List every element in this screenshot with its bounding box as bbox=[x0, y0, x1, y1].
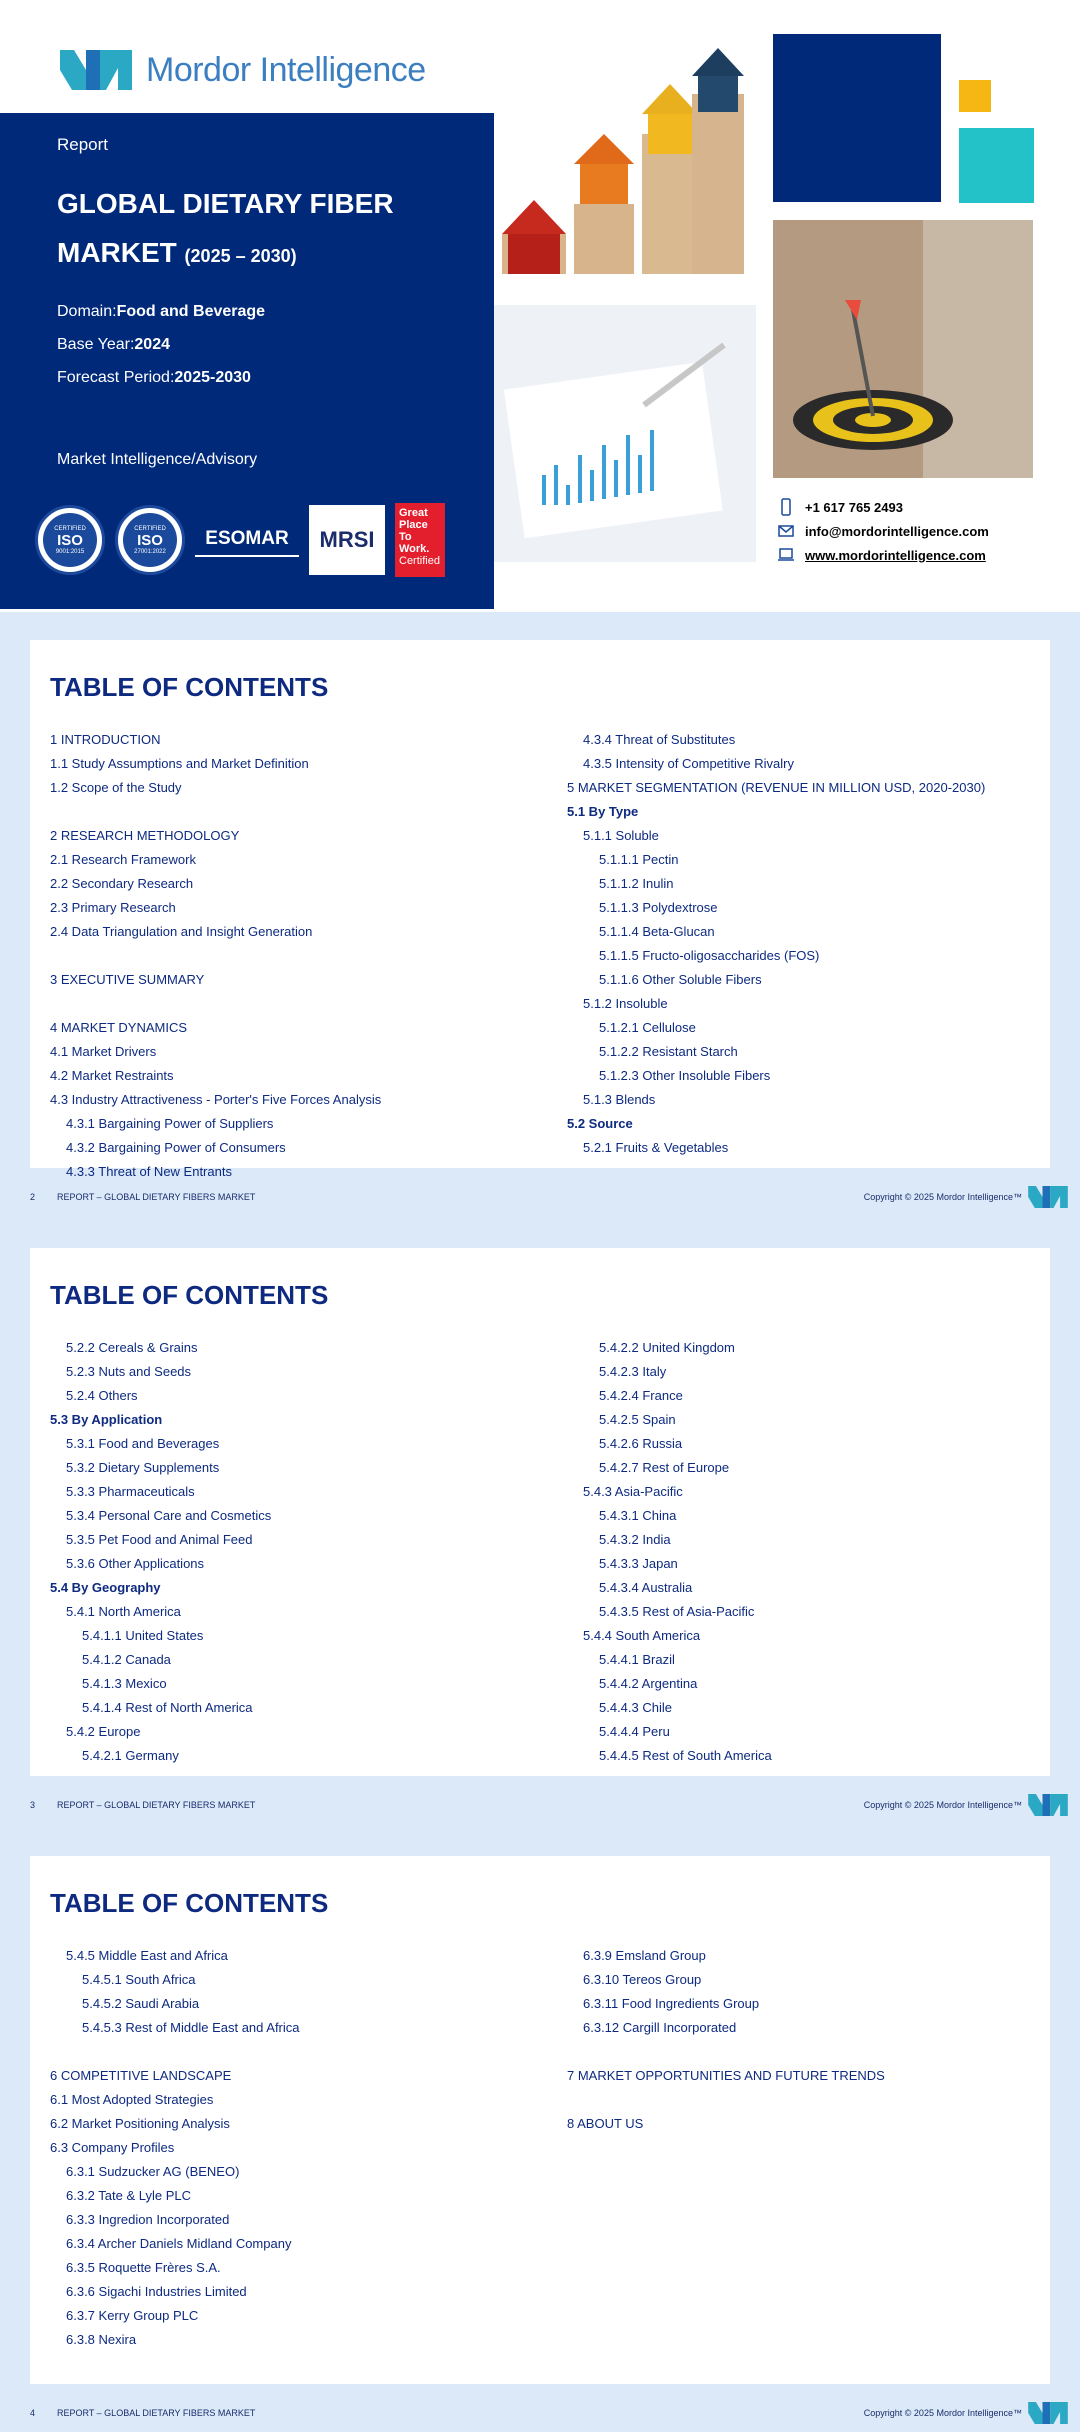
toc-entry[interactable]: 5.4.2.3 Italy bbox=[599, 1364, 667, 1379]
phone-icon bbox=[777, 498, 795, 516]
gptw-line: Great bbox=[399, 507, 428, 519]
toc-column-right bbox=[567, 728, 985, 1160]
toc-page bbox=[30, 1856, 1050, 2384]
forecast-value: 2025-2030 bbox=[174, 369, 251, 386]
toc-entry[interactable]: 5.4.5.3 Rest of Middle East and Africa bbox=[82, 2020, 300, 2035]
toc-entry[interactable]: 5.4.3.1 China bbox=[599, 1508, 677, 1523]
toc-entry[interactable]: 6.3.1 Sudzucker AG (BENEO) bbox=[66, 2164, 240, 2179]
mrsi-badge bbox=[309, 505, 385, 575]
toc-entry[interactable]: 5.4.2.4 France bbox=[599, 1388, 683, 1403]
title-line-1: GLOBAL DIETARY FIBER bbox=[57, 188, 394, 219]
page-footer bbox=[0, 1192, 1080, 1212]
toc-entry[interactable]: 5.4.4.5 Rest of South America bbox=[599, 1748, 772, 1763]
gold-square bbox=[959, 80, 991, 112]
great-place-to-work-badge bbox=[395, 503, 445, 577]
advisory-label: Market Intelligence/Advisory bbox=[57, 451, 258, 468]
toc-entry[interactable]: 5.1 By Type bbox=[567, 804, 639, 819]
toc-entry[interactable]: 4.3 Industry Attractiveness - Porter's Five Forces Analysis bbox=[50, 1092, 382, 1107]
toc-column-left bbox=[50, 1336, 271, 1768]
forecast-label: Forecast Period: bbox=[57, 369, 175, 386]
title-line-2 bbox=[57, 228, 477, 281]
toc-entry[interactable]: 5.4.2.7 Rest of Europe bbox=[599, 1460, 730, 1475]
footer-copyright: Copyright © 2025 Mordor Intelligence™ bbox=[863, 1800, 1022, 1810]
toc-entry[interactable]: 5.4.1.1 United States bbox=[82, 1628, 204, 1643]
toc-entry[interactable]: 5.4.2.2 United Kingdom bbox=[599, 1340, 735, 1355]
toc-spacer bbox=[50, 992, 381, 1016]
toc-entry[interactable]: 5.4.3.4 Australia bbox=[599, 1580, 693, 1595]
envelope-icon bbox=[777, 522, 795, 540]
report-title bbox=[57, 179, 477, 281]
toc-spacer bbox=[50, 2040, 300, 2064]
certification-badges bbox=[35, 503, 445, 577]
toc-entry[interactable]: 5.1.1.6 Other Soluble Fibers bbox=[599, 972, 762, 987]
footer-report-name: REPORT – GLOBAL DIETARY FIBERS MARKET bbox=[57, 1800, 256, 1810]
cover-page bbox=[0, 0, 1080, 612]
toc-entry[interactable]: 5.3.5 Pet Food and Animal Feed bbox=[66, 1532, 253, 1547]
gptw-line: Work. bbox=[399, 543, 430, 555]
domain-line bbox=[57, 303, 265, 321]
page-number: 2 bbox=[30, 1192, 36, 1202]
toc-entry[interactable]: 5.4.4.3 Chile bbox=[599, 1700, 672, 1715]
toc-entry[interactable]: 6.3 Company Profiles bbox=[50, 2140, 175, 2155]
domain-value: Food and Beverage bbox=[116, 303, 266, 320]
toc-entry[interactable]: 5.3.2 Dietary Supplements bbox=[66, 1460, 220, 1475]
toc-entry[interactable]: 5.1.1.4 Beta-Glucan bbox=[599, 924, 715, 939]
toc-entry[interactable]: 5.4.1.4 Rest of North America bbox=[82, 1700, 253, 1715]
toc-entry[interactable]: 5.4.3 Asia-Pacific bbox=[583, 1484, 683, 1499]
toc-entry[interactable]: 6.1 Most Adopted Strategies bbox=[50, 2092, 214, 2107]
toc-entry[interactable]: 5.4.5.2 Saudi Arabia bbox=[82, 1996, 200, 2011]
iso-badge-text: ISO bbox=[137, 531, 163, 549]
toc-entry[interactable]: 6.2 Market Positioning Analysis bbox=[50, 2116, 230, 2131]
toc-entry[interactable]: 5.4.2 Europe bbox=[66, 1724, 141, 1739]
title-years: (2025 – 2030) bbox=[184, 246, 297, 266]
toc-entry[interactable]: 5.1.1.3 Polydextrose bbox=[599, 900, 718, 915]
houses-growth-image bbox=[494, 34, 756, 292]
base-year-label: Base Year: bbox=[57, 336, 135, 353]
toc-column-right bbox=[567, 1944, 885, 2136]
toc-column-left bbox=[50, 1944, 300, 2352]
toc-entry[interactable]: 5.1.2.3 Other Insoluble Fibers bbox=[599, 1068, 771, 1083]
toc-entry[interactable]: 5.1.1 Soluble bbox=[583, 828, 659, 843]
toc-entry[interactable]: 5.4.5.1 South Africa bbox=[82, 1972, 196, 1987]
toc-page bbox=[30, 640, 1050, 1179]
mordor-logo-icon bbox=[60, 50, 132, 90]
toc-entry[interactable]: 5.3.4 Personal Care and Cosmetics bbox=[66, 1508, 272, 1523]
toc-entry[interactable]: 6.3.6 Sigachi Industries Limited bbox=[66, 2284, 247, 2299]
toc-page bbox=[30, 1248, 1050, 1776]
toc-entry[interactable]: 5.2.2 Cereals & Grains bbox=[66, 1340, 198, 1355]
mordor-footer-logo-icon bbox=[1026, 2402, 1070, 2424]
toc-entry[interactable]: 1 INTRODUCTION bbox=[50, 732, 161, 747]
toc-entry[interactable]: 4 MARKET DYNAMICS bbox=[50, 1020, 188, 1035]
toc-entry[interactable]: 5 MARKET SEGMENTATION (REVENUE IN MILLION USD, 2020-2030) bbox=[567, 780, 986, 795]
toc-entry[interactable]: 6.3.11 Food Ingredients Group bbox=[583, 1996, 760, 2011]
page-footer bbox=[0, 1800, 1080, 1820]
toc-entry[interactable]: 5.4.5 Middle East and Africa bbox=[66, 1948, 228, 1963]
contact-email bbox=[777, 522, 989, 540]
toc-entry[interactable]: 2.1 Research Framework bbox=[50, 852, 196, 867]
toc-entry[interactable]: 5.4.1.3 Mexico bbox=[82, 1676, 167, 1691]
toc-entry[interactable]: 4.3.4 Threat of Substitutes bbox=[583, 732, 736, 747]
toc-entry[interactable]: 2.4 Data Triangulation and Insight Generation bbox=[50, 924, 313, 939]
toc-column-right bbox=[567, 1336, 772, 1768]
toc-entry[interactable]: 5.2.1 Fruits & Vegetables bbox=[583, 1140, 729, 1155]
gptw-line: Place bbox=[399, 519, 428, 531]
report-label: Report bbox=[57, 135, 109, 154]
page-footer bbox=[0, 2408, 1080, 2428]
toc-entry[interactable]: 2.2 Secondary Research bbox=[50, 876, 194, 891]
toc-column-left bbox=[50, 728, 381, 1184]
footer-report-name: REPORT – GLOBAL DIETARY FIBERS MARKET bbox=[57, 1192, 256, 1202]
toc-entry[interactable]: 5.4.1.2 Canada bbox=[82, 1652, 171, 1667]
iso-27001-badge: CERTIFIED ISO 27001:2022 bbox=[115, 505, 185, 575]
contact-email-text[interactable]: info@mordorintelligence.com bbox=[805, 523, 989, 539]
base-year-line bbox=[57, 336, 170, 354]
esomar-badge bbox=[195, 523, 299, 557]
page-number: 3 bbox=[30, 1800, 36, 1810]
toc-entry[interactable]: 6.3.2 Tate & Lyle PLC bbox=[66, 2188, 192, 2203]
toc-entry[interactable]: 5.1.1.1 Pectin bbox=[599, 852, 679, 867]
toc-entry[interactable]: 6.3.12 Cargill Incorporated bbox=[583, 2020, 737, 2035]
forecast-line bbox=[57, 369, 251, 387]
toc-title: TABLE OF CONTENTS bbox=[50, 672, 329, 702]
footer-copyright: Copyright © 2025 Mordor Intelligence™ bbox=[863, 2408, 1022, 2418]
domain-label: Domain: bbox=[57, 303, 117, 320]
toc-entry[interactable]: 6.3.7 Kerry Group PLC bbox=[66, 2308, 199, 2323]
toc-entry[interactable]: 5.4.3.2 India bbox=[599, 1532, 671, 1547]
toc-entry[interactable]: 5.4.3.5 Rest of Asia-Pacific bbox=[599, 1604, 755, 1619]
mordor-logo bbox=[60, 50, 426, 90]
toc-entry[interactable]: 5.3.1 Food and Beverages bbox=[66, 1436, 220, 1451]
toc-entry[interactable]: 5.3.6 Other Applications bbox=[66, 1556, 205, 1571]
toc-entry[interactable]: 5.1.2.2 Resistant Starch bbox=[599, 1044, 738, 1059]
logo-text: Mordor Intelligence bbox=[146, 50, 426, 89]
toc-entry[interactable]: 6 COMPETITIVE LANDSCAPE bbox=[50, 2068, 232, 2083]
toc-entry[interactable]: 5.3.3 Pharmaceuticals bbox=[66, 1484, 195, 1499]
toc-entry[interactable]: 5.2.4 Others bbox=[66, 1388, 138, 1403]
mordor-footer-logo-icon bbox=[1026, 1794, 1070, 1816]
toc-entry[interactable]: 4.3.5 Intensity of Competitive Rivalry bbox=[583, 756, 794, 771]
toc-spacer bbox=[50, 800, 381, 824]
toc-entry[interactable]: 6.3.8 Nexira bbox=[66, 2332, 137, 2347]
title-market: MARKET bbox=[57, 237, 177, 268]
mrsi-text: MRSI bbox=[319, 527, 375, 552]
toc-entry[interactable]: 3 EXECUTIVE SUMMARY bbox=[50, 972, 205, 987]
toc-spacer bbox=[50, 944, 381, 968]
toc-entry[interactable]: 5.2 Source bbox=[567, 1116, 633, 1131]
toc-entry[interactable]: 4.2 Market Restraints bbox=[50, 1068, 174, 1083]
footer-copyright: Copyright © 2025 Mordor Intelligence™ bbox=[863, 1192, 1022, 1202]
toc-entry[interactable]: 5.4.4.1 Brazil bbox=[599, 1652, 675, 1667]
toc-entry[interactable]: 5.4.3.3 Japan bbox=[599, 1556, 678, 1571]
toc-title: TABLE OF CONTENTS bbox=[50, 1888, 329, 1918]
contact-phone bbox=[777, 498, 903, 516]
toc-entry[interactable]: 5.4 By Geography bbox=[50, 1580, 161, 1595]
toc-entry[interactable]: 5.4.2.5 Spain bbox=[599, 1412, 676, 1427]
toc-entry[interactable]: 4.1 Market Drivers bbox=[50, 1044, 157, 1059]
iso-badge-text: ISO bbox=[57, 531, 83, 549]
toc-entry[interactable]: 5.3 By Application bbox=[50, 1412, 163, 1427]
gptw-line: Certified bbox=[399, 555, 440, 567]
toc-entry[interactable]: 6.3.5 Roquette Frères S.A. bbox=[66, 2260, 221, 2275]
esomar-text: ESOMAR bbox=[205, 528, 289, 549]
toc-entry[interactable]: 4.3.2 Bargaining Power of Consumers bbox=[66, 1140, 286, 1155]
footer-report-name: REPORT – GLOBAL DIETARY FIBERS MARKET bbox=[57, 2408, 256, 2418]
chart-document-image bbox=[494, 305, 756, 562]
toc-title: TABLE OF CONTENTS bbox=[50, 1280, 329, 1310]
dart-target-image bbox=[773, 220, 1033, 478]
toc-entry[interactable]: 5.1.1.2 Inulin bbox=[599, 876, 674, 891]
toc-entry[interactable]: 7 MARKET OPPORTUNITIES AND FUTURE TRENDS bbox=[567, 2068, 885, 2083]
toc-entry[interactable]: 1.1 Study Assumptions and Market Definition bbox=[50, 756, 309, 771]
contact-phone-text: +1 617 765 2493 bbox=[805, 499, 903, 515]
toc-spacer bbox=[567, 2088, 885, 2112]
toc-entry[interactable]: 4.3.1 Bargaining Power of Suppliers bbox=[66, 1116, 274, 1131]
toc-entry[interactable]: 2.3 Primary Research bbox=[50, 900, 176, 915]
toc-entry[interactable]: 6.3.4 Archer Daniels Midland Company bbox=[66, 2236, 292, 2251]
base-year-value: 2024 bbox=[134, 336, 170, 353]
toc-entry[interactable]: 5.2.3 Nuts and Seeds bbox=[66, 1364, 192, 1379]
page-number: 4 bbox=[30, 2408, 36, 2418]
toc-entry[interactable]: 5.4.2.1 Germany bbox=[82, 1748, 179, 1763]
toc-entry[interactable]: 5.1.2.1 Cellulose bbox=[599, 1020, 696, 1035]
toc-entry[interactable]: 6.3.10 Tereos Group bbox=[583, 1972, 702, 1987]
iso-9001-badge: CERTIFIED ISO 9001:2015 bbox=[35, 505, 105, 575]
toc-entry[interactable]: 5.4.2.6 Russia bbox=[599, 1436, 683, 1451]
cover-info-panel bbox=[0, 113, 494, 609]
toc-entry[interactable]: 6.3.3 Ingredion Incorporated bbox=[66, 2212, 230, 2227]
gptw-line: To bbox=[399, 531, 412, 543]
toc-entry[interactable]: 4.3.3 Threat of New Entrants bbox=[66, 1164, 232, 1179]
toc-entry[interactable]: 5.1.1.5 Fructo-oligosaccharides (FOS) bbox=[599, 948, 820, 963]
navy-square bbox=[773, 34, 941, 202]
toc-entry[interactable]: 6.3.9 Emsland Group bbox=[583, 1948, 706, 1963]
toc-entry[interactable]: 1.2 Scope of the Study bbox=[50, 780, 182, 795]
toc-entry[interactable]: 5.4.4.2 Argentina bbox=[599, 1676, 698, 1691]
toc-entry[interactable]: 5.1.3 Blends bbox=[583, 1092, 656, 1107]
toc-spacer bbox=[567, 2040, 885, 2064]
laptop-icon bbox=[777, 546, 795, 564]
toc-entry[interactable]: 5.4.4.4 Peru bbox=[599, 1724, 670, 1739]
contact-web-text[interactable]: www.mordorintelligence.com bbox=[805, 547, 986, 563]
toc-entry[interactable]: 5.4.1 North America bbox=[66, 1604, 181, 1619]
teal-square bbox=[959, 128, 1034, 203]
mordor-footer-logo-icon bbox=[1026, 1186, 1070, 1208]
toc-entry[interactable]: 8 ABOUT US bbox=[567, 2116, 644, 2131]
toc-entry[interactable]: 5.1.2 Insoluble bbox=[583, 996, 668, 1011]
contact-web bbox=[777, 546, 986, 564]
toc-entry[interactable]: 5.4.4 South America bbox=[583, 1628, 701, 1643]
toc-entry[interactable]: 2 RESEARCH METHODOLOGY bbox=[50, 828, 240, 843]
